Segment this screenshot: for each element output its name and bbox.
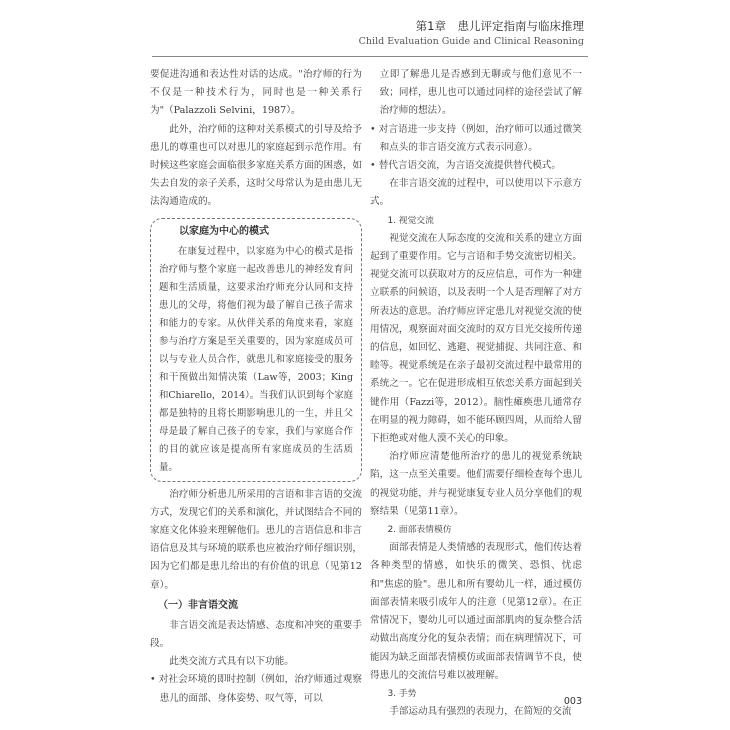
subheading-facial: 2. 面部表情模仿 — [387, 525, 452, 536]
box-title: 以家庭为中心的模式 — [179, 225, 269, 237]
paragraph: 此类交流方式具有以下功能。 — [169, 656, 294, 668]
chapter-title: 第1章 患儿评定指南与临床推理 — [415, 19, 584, 33]
subheading-visual: 1. 视觉交流 — [387, 215, 434, 226]
paragraph-continued: 立即了解患儿是否感到无聊或与他们意见不一致；同样，患儿也可以通过同样的途径尝试了解治疗师的想法）。 — [379, 69, 582, 117]
paragraph: 手部运动具有强烈的表现力，在简短的交流 — [389, 706, 572, 718]
bullet-item: • 对社会环境的即时控制（例如，治疗师通过观察患儿的面部、身体姿势、叹气等，可以 — [150, 671, 362, 707]
paragraph: 面部表情是人类情感的表现形式，他们传达着各种类型的情感，如快乐的微笑、恐惧、忧虑和"焦虑的脸"。患儿和所有婴幼儿一样，通过模仿面部表情来吸引成年人的注意（见第12章）。在正常情况下，婴幼儿可以通过面部肌肉的复杂整合活动做出高度分化的复杂表情；而在病理情况下，可能因为缺乏面部表情模仿或面部表情调节不良，使得患儿的交流信号难以被理解。 — [370, 542, 582, 681]
paragraph: 要促进沟通和表达性对话的达成。"治疗师的行为不仅是一种技术行为，同时也是一种关系行为"（Palazzoli Selvini，1987）。 — [150, 69, 362, 117]
running-header — [0, 0, 730, 60]
header-rule — [152, 56, 588, 57]
paragraph: 非言语交流是表达情感、态度和冲突的重要手段。 — [150, 619, 362, 650]
paragraph: 视觉交流在人际态度的交流和关系的建立方面起到了重要作用。它与言语和手势交流密切相关。视觉交流可以获取对方的反应信息，可作为一种建立联系的问候语，以及表明一个人是否理解了对方所表达的意思。治疗师应评定患儿对视觉交流的使用情况，观察面对面交流时的双方目光交接所传递的信息，如回忆、逃避、视觉捕捉、共同注意、和睦等。视觉系统是在亲子最初交流过程中最常用的系统之一。它在促进形成相互依恋关系方面起到关键作用（Fazzi等，2012）。脑性瘫痪患儿通常存在明显的视力障碍，如不能环顾四周，从而给人留下拒绝或对他人漠不关心的印象。 — [370, 232, 582, 445]
chapter-subtitle: Child Evaluation Guide and Clinical Reasoning — [358, 36, 584, 47]
paragraph: 在非言语交流的过程中，可以使用以下示意方式。 — [370, 178, 582, 208]
box-paragraph: 在康复过程中，以家庭为中心的模式是指治疗师与整个家庭一起改善患儿的神经发育问题和生活质量，这要求治疗师充分认同和支持患儿的父母，将他们视为最了解自己孩子需求和能力的专家。从伙伴关系的角度来看，家庭参与治疗方案是至关重要的，因为家庭成员可以与专业人员合作，就患儿和家庭接受的服务和干预做出知情决策（Law等，2003；King和Chiarello，2014）。当我们认识到每个家庭都是独特的且将长期影响患儿的一生，并且父母是最了解自己孩子的专家，我们与家庭合作的目的就应该是提高所有家庭成员的生活质量。 — [159, 245, 353, 473]
subheading-gesture: 3. 手势 — [387, 688, 417, 699]
paragraph: 治疗师应清楚他所治疗的患儿的视觉系统缺陷，这一点至关重要。他们需要仔细检查每个患儿的视觉功能，并与视觉康复专业人员分享他们的观察结果（见第11章）。 — [370, 451, 582, 517]
family-centered-model-box — [150, 218, 362, 482]
paragraph: 此外，治疗师的这种对关系模式的引导及给予患儿的尊重也可以对患儿的家庭起到示范作用。有时候这些家庭会面临很多家庭关系方面的困惑，如失去自发的亲子关系，这时父母常认为是由患儿无法沟通造成的。 — [150, 123, 362, 208]
right-column — [370, 66, 582, 721]
bullet-item: • 替代言语交流，为言语交流提供替代模式。 — [370, 157, 582, 175]
bullet-item: • 对言语进一步支持（例如，治疗师可以通过微笑和点头的非言语交流方式表示同意）。 — [370, 121, 582, 157]
left-column — [150, 66, 362, 708]
section-heading: （一）非言语交流 — [158, 599, 238, 611]
paragraph: 治疗师分析患儿所采用的言语和非言语的交流方式，发现它们的关系和演化，并试图结合不同的家庭文化体验来理解他们。患儿的言语信息和非言语信息及其与环境的联系也应被治疗师仔细识别，因为它们都是患儿给出的有价值的讯息（见第12章）。 — [150, 488, 362, 591]
page-number: 003 — [563, 696, 582, 707]
